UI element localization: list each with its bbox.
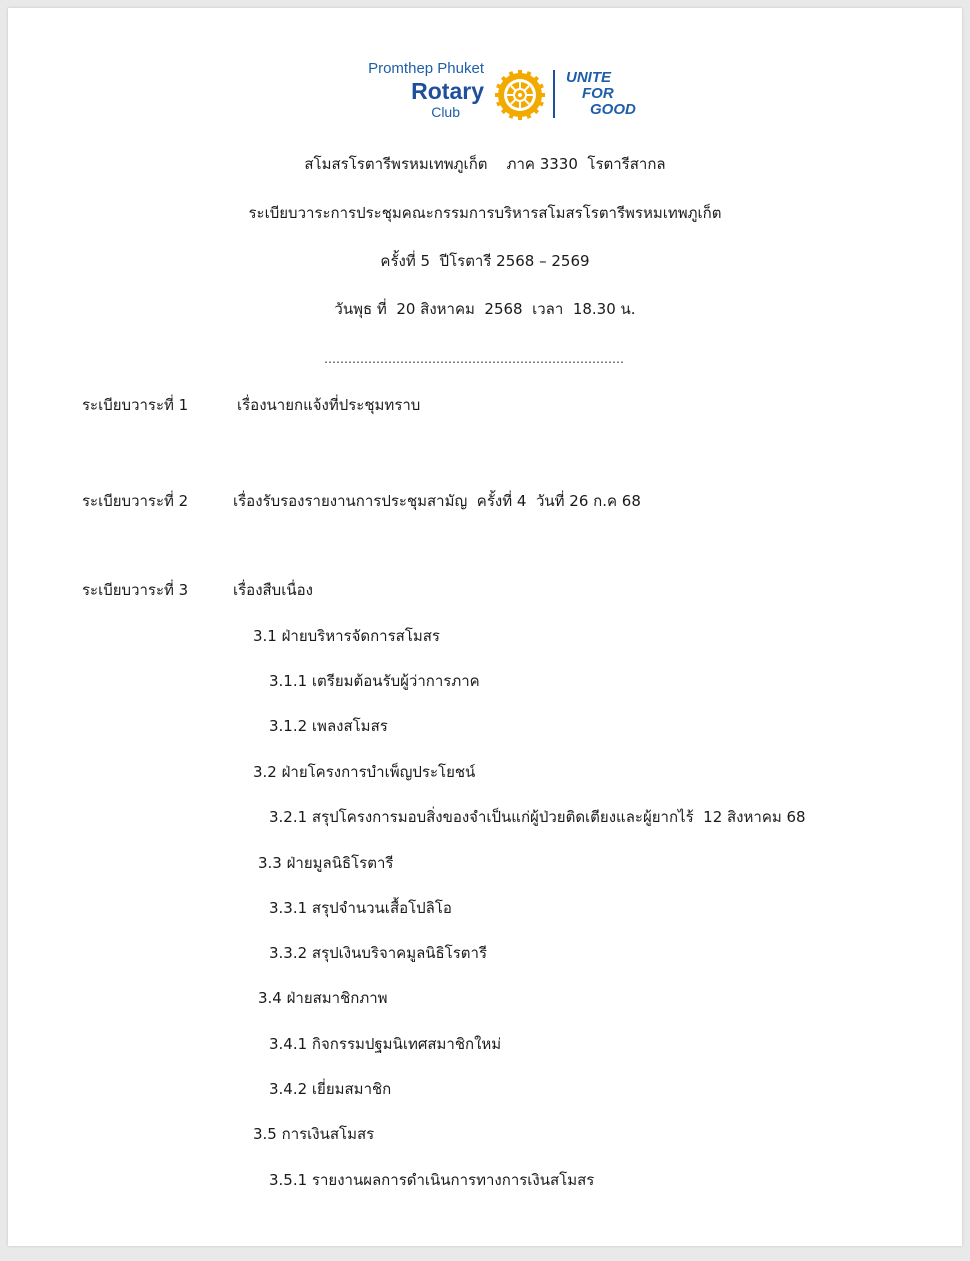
logo-wordmark	[360, 60, 484, 120]
slogan-word-3: GOOD	[590, 101, 636, 118]
item-3-1-1: 3.1.1 เตรียมต้อนรับผู้ว่าการภาค	[269, 672, 480, 690]
header-agenda-title: ระเบียบวาระการประชุมคณะกรรมการบริหารสโมสรโรตารีพรหมเทพภูเก็ต	[248, 204, 722, 222]
item-3-1-2: 3.1.2 เพลงสโมสร	[269, 717, 388, 735]
logo-club-text: Club	[431, 104, 460, 120]
header-separator: …………………………………………………………………	[324, 352, 624, 366]
item-3-2-1: 3.2.1 สรุปโครงการมอบสิ่งของจำเป็นแก่ผู้ป่วยติดเตียงและผู้ยากไร้ 12 สิงหาคม 68	[269, 808, 806, 826]
item-3-5-1: 3.5.1 รายงานผลการดำเนินการทางการเงินสโมสร	[269, 1171, 595, 1189]
agenda-title-1: เรื่องนายกแจ้งที่ประชุมทราบ	[237, 396, 421, 414]
section-3-3: 3.3 ฝ่ายมูลนิธิโรตารี	[258, 854, 394, 872]
agenda-title-2: เรื่องรับรองรายงานการประชุมสามัญ ครั้งที่ 4 วันที่ 26 ก.ค 68	[233, 492, 641, 510]
logo-divider	[553, 70, 555, 118]
agenda-label-1: ระเบียบวาระที่ 1	[82, 396, 189, 414]
header-club-line: สโมสรโรตารีพรหมเทพภูเก็ต ภาค 3330 โรตารีสากล	[304, 155, 666, 173]
item-3-4-2: 3.4.2 เยี่ยมสมาชิก	[269, 1080, 392, 1098]
section-3-4: 3.4 ฝ่ายสมาชิกภาพ	[258, 989, 388, 1007]
agenda-title-3: เรื่องสืบเนื่อง	[233, 581, 313, 599]
club-logo	[360, 60, 650, 122]
document-page	[8, 8, 962, 1246]
slogan-word-2: FOR	[582, 85, 614, 102]
header-meeting-date: วันพุธ ที่ 20 สิงหาคม 2568 เวลา 18.30 น.	[334, 300, 636, 318]
item-3-4-1: 3.4.1 กิจกรรมปฐมนิเทศสมาชิกใหม่	[269, 1035, 502, 1053]
header-meeting-number: ครั้งที่ 5 ปีโรตารี 2568 – 2569	[380, 252, 590, 270]
slogan-word-1: UNITE	[566, 69, 611, 86]
item-3-3-2: 3.3.2 สรุปเงินบริจาคมูลนิธิโรตารี	[269, 944, 488, 962]
agenda-label-2: ระเบียบวาระที่ 2	[82, 492, 189, 510]
logo-club-name: Promthep Phuket	[368, 60, 484, 77]
section-3-5: 3.5 การเงินสโมสร	[253, 1125, 375, 1143]
section-3-2: 3.2 ฝ่ายโครงการบำเพ็ญประโยชน์	[253, 763, 476, 781]
item-3-3-1: 3.3.1 สรุปจำนวนเสื้อโปลิโอ	[269, 899, 452, 917]
logo-rotary-text: Rotary	[411, 78, 484, 104]
agenda-label-3: ระเบียบวาระที่ 3	[82, 581, 189, 599]
section-3-1: 3.1 ฝ่ายบริหารจัดการสโมสร	[253, 627, 440, 645]
unite-for-good-slogan	[566, 70, 636, 118]
rotary-wheel-icon	[495, 70, 545, 120]
